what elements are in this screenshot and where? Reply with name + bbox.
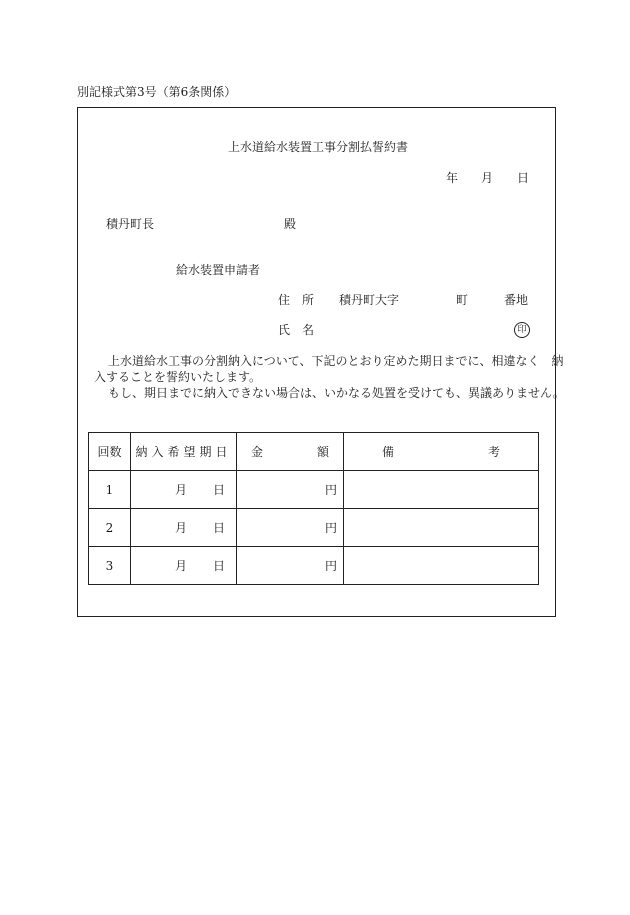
date-month-label: 月	[481, 171, 494, 185]
row-count: 1	[89, 471, 131, 509]
lot-number-label: 番地	[504, 293, 529, 307]
address-value: 積丹町大字	[339, 293, 400, 307]
header-notes-left: 備	[382, 445, 395, 459]
row-month-label: 月	[174, 521, 187, 535]
row-month-label: 月	[174, 483, 187, 497]
document-title: 上水道給水装置工事分割払誓約書	[228, 140, 409, 154]
row-due-date	[131, 509, 237, 547]
seal-mark: 印	[514, 322, 530, 338]
row-amount-yen: 円	[237, 509, 344, 547]
row-notes	[344, 471, 539, 509]
table-row	[89, 509, 539, 547]
header-amount-right: 額	[316, 445, 329, 459]
header-amount-left: 金	[251, 445, 264, 459]
date-year-label: 年	[446, 171, 459, 185]
address-label: 住 所	[278, 293, 315, 307]
row-count: 3	[89, 547, 131, 585]
row-notes	[344, 509, 539, 547]
row-amount-yen: 円	[237, 471, 344, 509]
table-row	[89, 547, 539, 585]
header-amount	[237, 433, 344, 471]
header-count: 回数	[89, 433, 131, 471]
applicant-heading: 給水装置申請者	[176, 263, 261, 277]
body-line-1: 上水道給水工事の分割納入について、下記のとおり定めた期日までに、相違なく 納	[108, 354, 564, 368]
name-label: 氏 名	[278, 323, 315, 337]
addressee-name: 積丹町長	[106, 217, 155, 231]
body-line-2: 入することを誓約いたします。	[94, 370, 262, 384]
header-notes	[344, 433, 539, 471]
table-header-row	[89, 433, 539, 471]
addressee-honorific: 殿	[284, 217, 297, 231]
town-label: 町	[456, 293, 469, 307]
date-day-label: 日	[517, 171, 530, 185]
row-day-label: 日	[212, 483, 225, 497]
row-count: 2	[89, 509, 131, 547]
body-line-3: もし、期日までに納入できない場合は、いかなる処置を受けても、異議ありません。	[108, 386, 565, 400]
row-amount-yen: 円	[237, 547, 344, 585]
payment-schedule-table	[88, 432, 539, 585]
header-notes-right: 考	[487, 445, 500, 459]
table-row	[89, 471, 539, 509]
row-notes	[344, 547, 539, 585]
row-day-label: 日	[212, 521, 225, 535]
row-month-label: 月	[174, 559, 187, 573]
row-due-date	[131, 471, 237, 509]
row-day-label: 日	[212, 559, 225, 573]
form-number: 別記様式第3号（第6条関係）	[77, 85, 237, 99]
header-due-date: 納入希望期日	[131, 433, 237, 471]
row-due-date	[131, 547, 237, 585]
